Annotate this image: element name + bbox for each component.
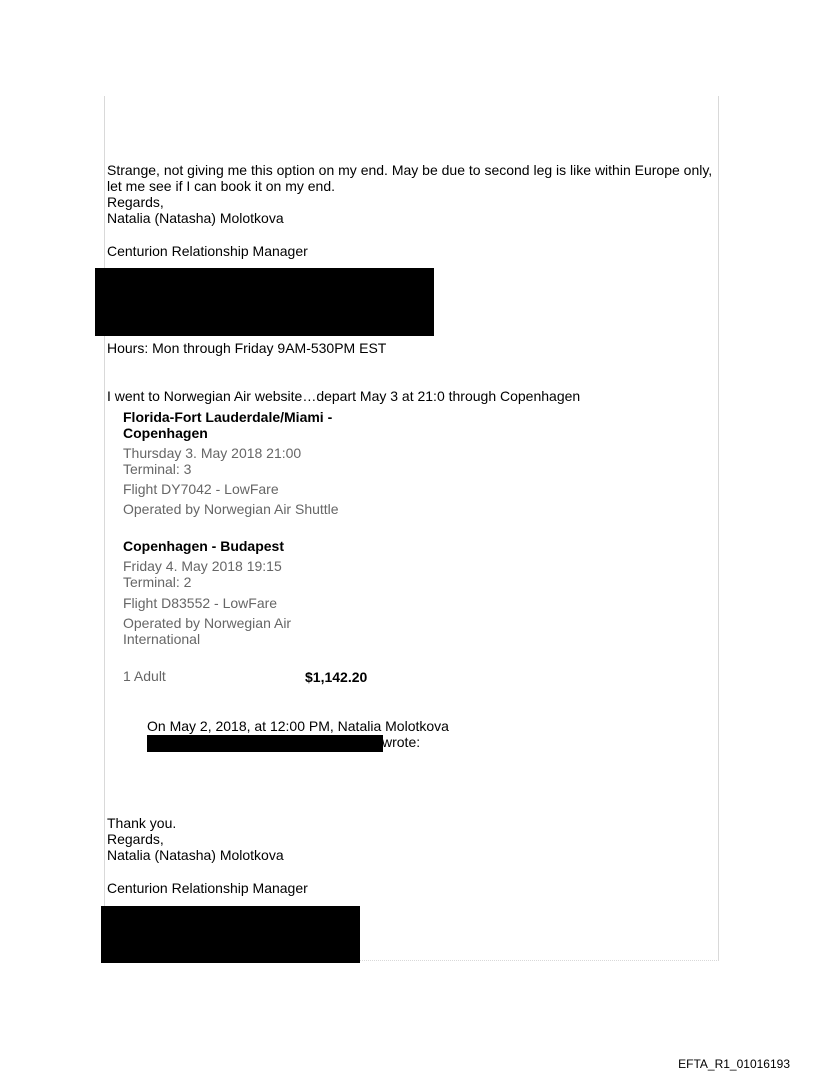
closing-thanks: Thank you. <box>107 815 177 831</box>
flight-1-terminal: Terminal: 3 <box>123 461 192 477</box>
reply-hours: Hours: Mon through Friday 9AM-530PM EST <box>107 340 387 356</box>
flight-1-route-dest: Copenhagen <box>123 425 208 441</box>
flight-2-terminal: Terminal: 2 <box>123 574 192 590</box>
flight-1-operator: Operated by Norwegian Air Shuttle <box>123 501 339 517</box>
reply-signature-name: Natalia (Natasha) Molotkova <box>107 210 284 226</box>
closing-signature-title: Centurion Relationship Manager <box>107 880 308 896</box>
forward-intro: I went to Norwegian Air website…depart May 3 at 21:0 through Copenhagen <box>107 388 581 404</box>
reply-regards: Regards, <box>107 194 164 210</box>
reply-signature-title: Centurion Relationship Manager <box>107 243 308 259</box>
flight-2-number: Flight D83552 - LowFare <box>123 595 278 611</box>
flight-2-operator-cont: International <box>123 631 201 647</box>
redaction-email <box>147 735 383 752</box>
passenger-count: 1 Adult <box>123 668 166 684</box>
quote-wrote: wrote: <box>382 734 421 750</box>
redaction-block <box>95 268 434 336</box>
flight-1-datetime: Thursday 3. May 2018 21:00 <box>123 445 302 461</box>
flight-2-operator: Operated by Norwegian Air <box>123 615 292 631</box>
flight-2-datetime: Friday 4. May 2018 19:15 <box>123 558 282 574</box>
quote-header: On May 2, 2018, at 12:00 PM, Natalia Molotkova <box>147 718 449 734</box>
reply-line-2: let me see if I can book it on my end. <box>107 178 336 194</box>
reply-line-1: Strange, not giving me this option on my end. May be due to second leg is like within Europe only, <box>107 162 713 178</box>
flight-1-number: Flight DY7042 - LowFare <box>123 481 279 497</box>
redaction-block-2 <box>101 906 360 963</box>
flight-2-route: Copenhagen - Budapest <box>123 538 285 554</box>
closing-regards: Regards, <box>107 831 164 847</box>
document-id: EFTA_R1_01016193 <box>678 1057 790 1071</box>
flight-1-route: Florida-Fort Lauderdale/Miami - <box>123 409 333 425</box>
closing-signature-name: Natalia (Natasha) Molotkova <box>107 847 284 863</box>
price-total: $1,142.20 <box>305 669 368 685</box>
